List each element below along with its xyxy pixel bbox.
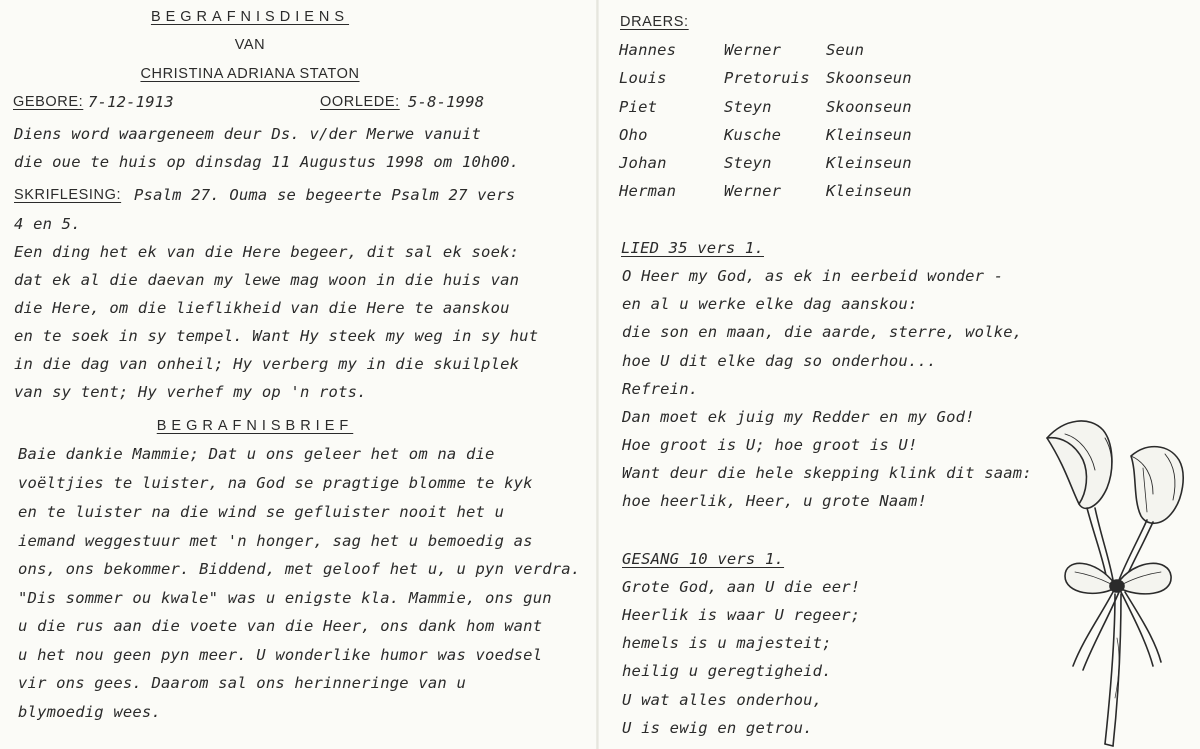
song1-line: Dan moet ek juig my Redder en my God!	[622, 408, 975, 426]
died-date: 5-8-1998	[408, 93, 485, 111]
song1-line: die son en maan, die aarde, sterre, wolke,	[622, 323, 1023, 341]
song1-line: Hoe groot is U; hoe groot is U!	[622, 436, 918, 454]
died-label: OORLEDE:	[320, 94, 400, 110]
letter-line: vir ons gees. Daarom sal ons herinneringe van u	[18, 674, 466, 692]
bearer-surname: Werner	[724, 41, 782, 59]
letter-line: "Dis sommer ou kwale" was u enigste kla. Mammie, ons gun	[18, 589, 552, 607]
song2-line: U is ewig en getrou.	[622, 719, 813, 737]
bearer-surname: Werner	[724, 182, 782, 200]
service-title: BEGRAFNISDIENS	[150, 9, 350, 25]
bearer-surname: Pretoruis	[724, 69, 810, 87]
letter-line: Baie dankie Mammie; Dat u ons geleer het om na die	[18, 445, 495, 463]
deceased-name: CHRISTINA ADRIANA STATON	[140, 66, 360, 82]
letter-line: u het nou geen pyn meer. U wonderlike humor was voedsel	[18, 646, 543, 664]
song2-line: hemels is u majesteit;	[622, 634, 832, 652]
reading-first-line: Psalm 27. Ouma se begeerte Psalm 27 vers	[134, 186, 516, 204]
bearer-relation: Kleinseun	[826, 154, 912, 172]
bearer-relation: Seun	[826, 41, 865, 59]
song2-title: GESANG 10 vers 1.	[622, 550, 785, 568]
letter-line: en te luister na die wind se gefluister nooit het u	[18, 503, 505, 521]
bearer-relation: Skoonseun	[826, 98, 912, 116]
bearer-first-name: Oho	[619, 126, 648, 144]
song2-line: U wat alles onderhou,	[622, 691, 823, 709]
bearer-relation: Kleinseun	[826, 182, 912, 200]
song2-line: heilig u geregtigheid.	[622, 662, 832, 680]
song1-title: LIED 35 vers 1.	[621, 239, 764, 257]
bearer-first-name: Louis	[619, 69, 667, 87]
letter-line: iemand weggestuur met 'n honger, sag het u bemoedig as	[18, 532, 533, 550]
born-date: 7-12-1913	[88, 93, 174, 111]
bearer-relation: Kleinseun	[826, 126, 912, 144]
letter-line: ons, ons bekommer. Biddend, met geloof het u, u pyn verdra.	[18, 560, 581, 578]
reading-line: die Here, om die lieflikheid van die Here te aanskou	[14, 299, 510, 317]
song1-line: en al u werke elke dag aanskou:	[622, 295, 918, 313]
left-page	[0, 0, 595, 749]
bearer-surname: Steyn	[724, 98, 772, 116]
reading-line: van sy tent; Hy verhef my op 'n rots.	[14, 383, 367, 401]
song2-line: Heerlik is waar U regeer;	[622, 606, 861, 624]
letter-title: BEGRAFNISBRIEF	[156, 418, 354, 434]
song1-line: Want deur die hele skepping klink dit saam:	[622, 464, 1032, 482]
bearer-first-name: Johan	[619, 154, 667, 172]
reading-line: in die dag van onheil; Hy verberg my in die skuilplek	[14, 355, 520, 373]
bearer-first-name: Piet	[619, 98, 658, 116]
page-fold	[596, 0, 599, 749]
song1-line: hoe U dit elke dag so onderhou...	[622, 352, 937, 370]
van-line: VAN	[234, 37, 266, 53]
letter-line: u die rus aan die voete van die Heer, ons dank hom want	[18, 617, 543, 635]
song2-line: Grote God, aan U die eer!	[622, 578, 861, 596]
reading-label: SKRIFLESING:	[14, 187, 122, 203]
bearer-surname: Steyn	[724, 154, 772, 172]
reading-line: 4 en 5.	[14, 215, 81, 233]
calla-lily-illustration	[1035, 408, 1200, 749]
born-label: GEBORE:	[13, 94, 84, 110]
bearer-relation: Skoonseun	[826, 69, 912, 87]
reading-line: dat ek al die daevan my lewe mag woon in die huis van	[14, 271, 520, 289]
reading-line: Een ding het ek van die Here begeer, dit sal ek soek:	[14, 243, 520, 261]
letter-line: blymoedig wees.	[18, 703, 161, 721]
bearers-title: DRAERS:	[620, 14, 689, 30]
service-line: Diens word waargeneem deur Ds. v/der Merwe vanuit	[14, 125, 482, 143]
bearer-surname: Kusche	[724, 126, 782, 144]
song1-line: hoe heerlik, Heer, u grote Naam!	[622, 492, 928, 510]
reading-line: en te soek in sy tempel. Want Hy steek my weg in sy hut	[14, 327, 539, 345]
bearer-first-name: Hannes	[619, 41, 677, 59]
bearer-first-name: Herman	[619, 182, 677, 200]
service-line: die oue te huis op dinsdag 11 Augustus 1998 om 10h00.	[14, 153, 520, 171]
song1-line: Refrein.	[622, 380, 699, 398]
song1-line: O Heer my God, as ek in eerbeid wonder -	[622, 267, 1004, 285]
letter-line: voëltjies te luister, na God se pragtige blomme te kyk	[18, 474, 533, 492]
